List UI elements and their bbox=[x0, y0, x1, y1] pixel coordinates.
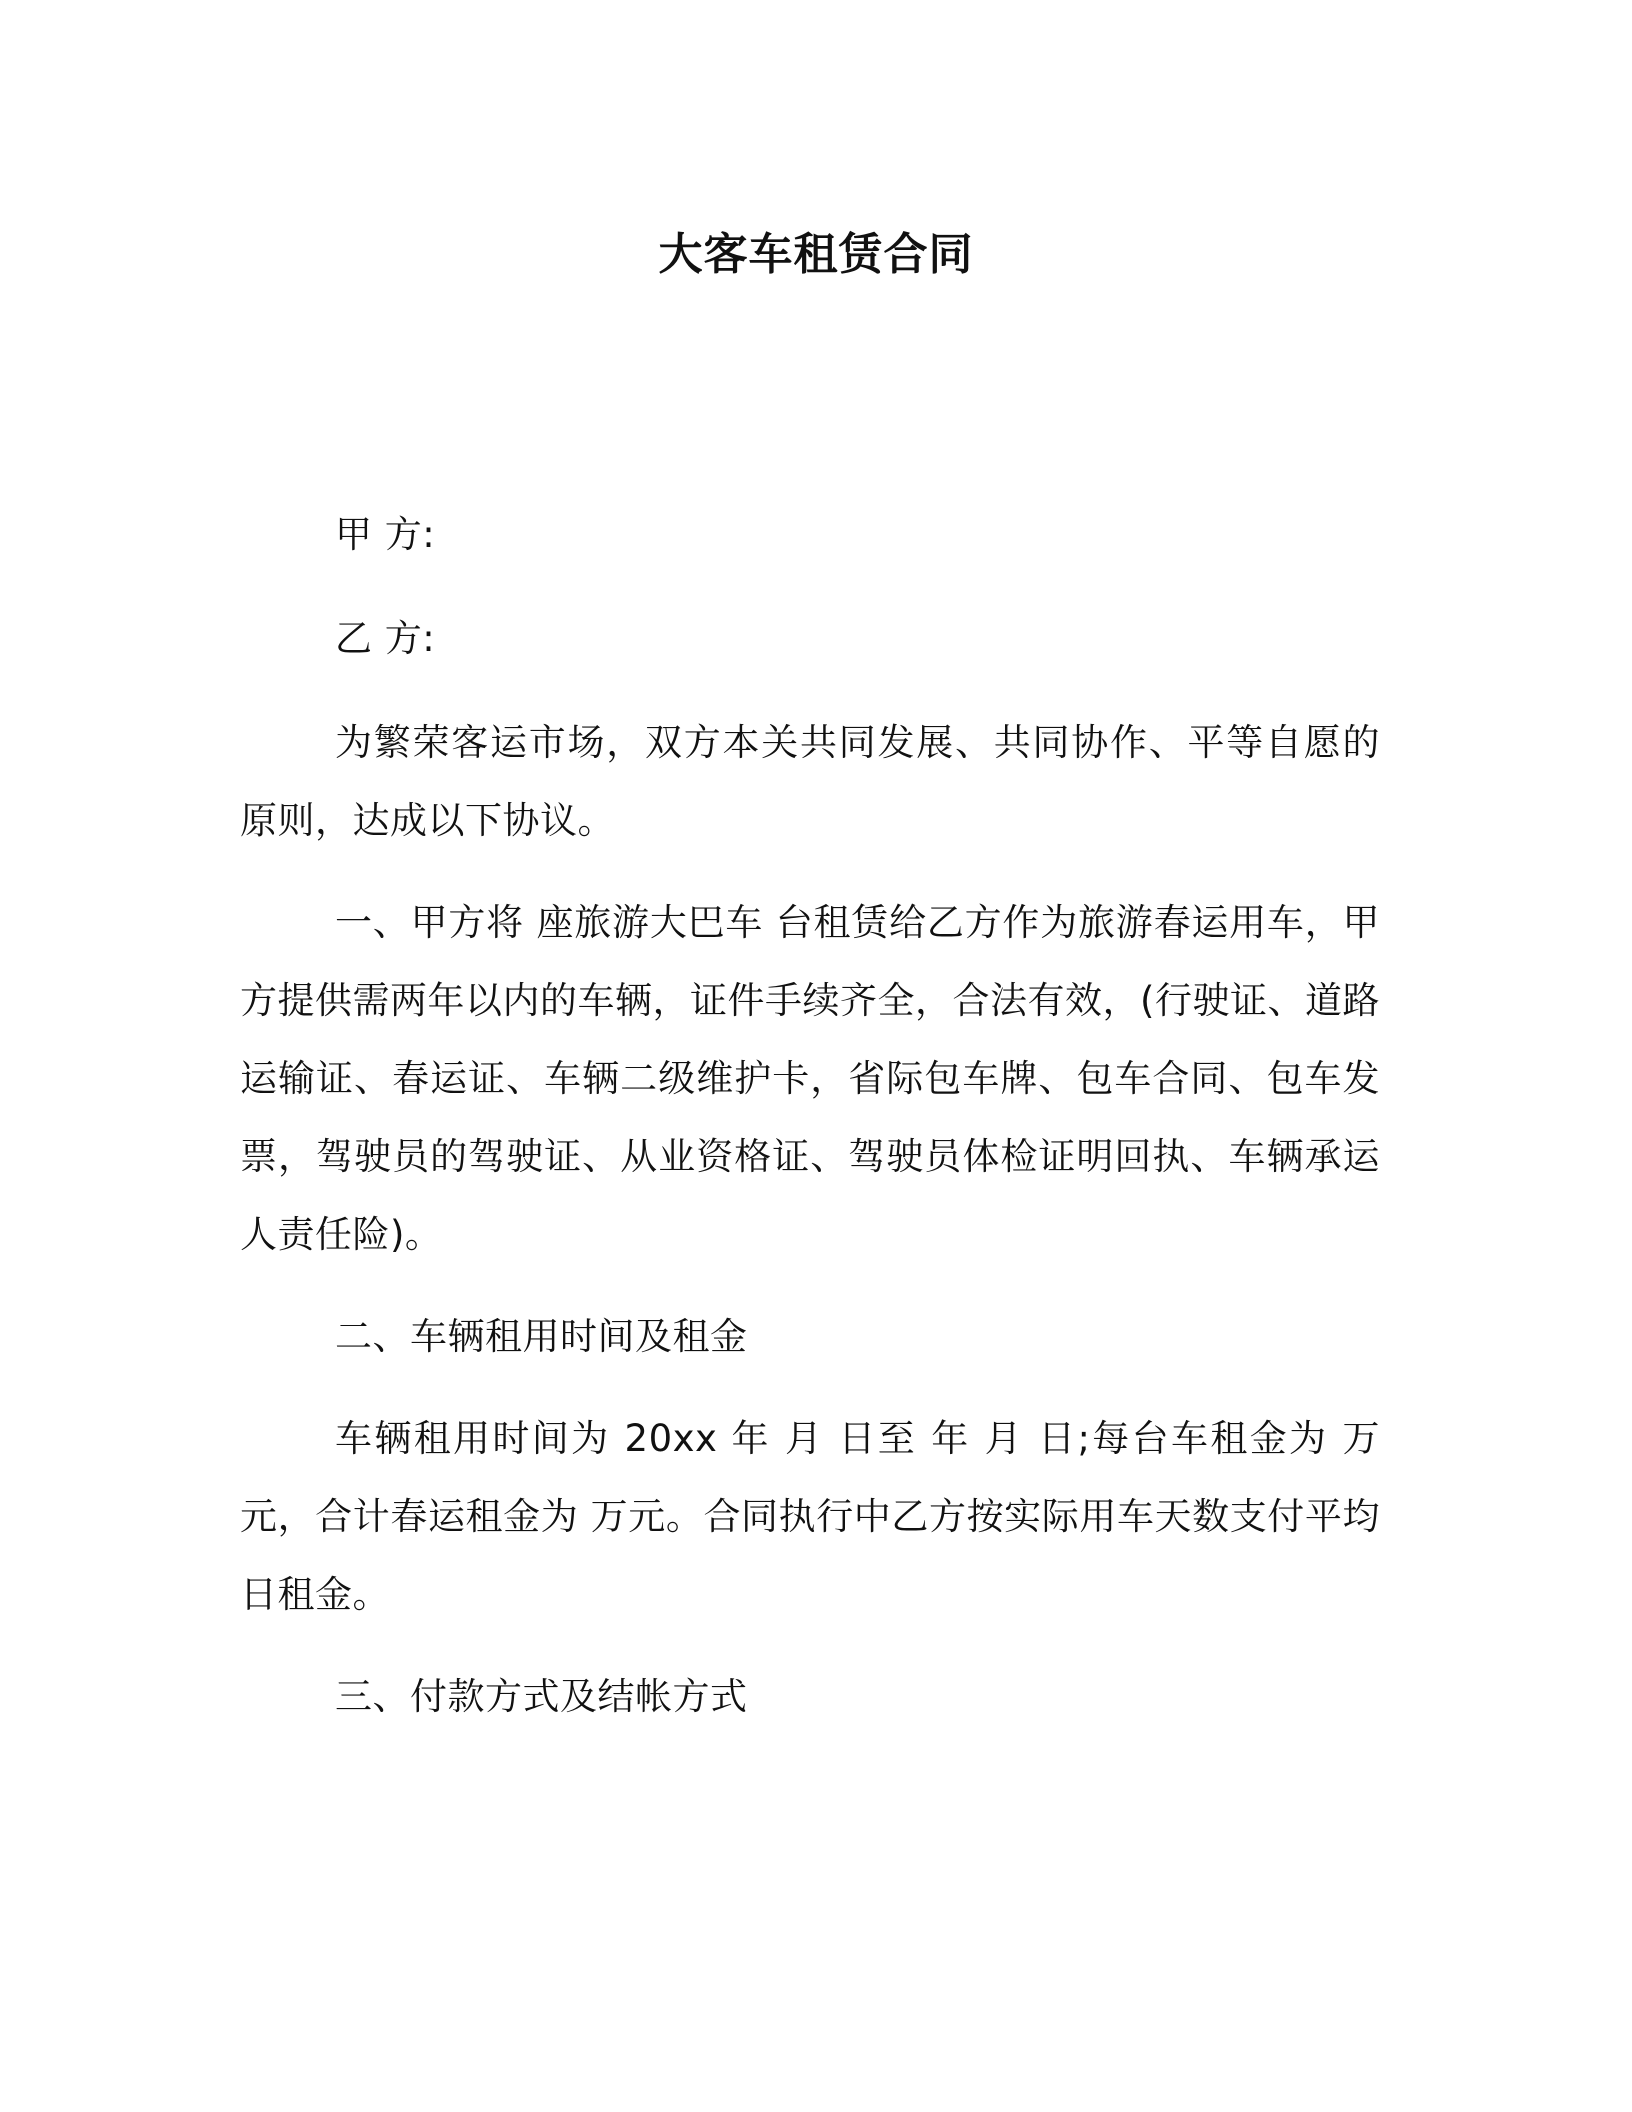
document-title: 大客车租赁合同 bbox=[658, 229, 974, 280]
intro-paragraph: 为繁荣客运市场，双方本关共同发展、共同协作、平等自愿的原则，达成以下协议。 bbox=[240, 721, 1380, 842]
document-body bbox=[240, 496, 1380, 1736]
party-b-line: 乙 方: bbox=[335, 617, 436, 660]
clause-two-paragraph: 车辆租用时间为 20xx 年 月 日至 年 月 日;每台车租金为 万元，合计春运租金为 万元。合同执行中乙方按实际用车天数支付平均日租金。 bbox=[240, 1417, 1380, 1616]
clause-one-paragraph: 一、甲方将 座旅游大巴车 台租赁给乙方作为旅游春运用车，甲方提供需两年以内的车辆，证件手续齐全，合法有效，(行驶证、道路运输证、春运证、车辆二级维护卡，省际包车牌、包车合同、包车发票，驾驶员的驾驶证、从业资格证、驾驶员体检证明回执、车辆承运人责任险)。 bbox=[240, 901, 1380, 1256]
party-a-line: 甲 方: bbox=[335, 513, 436, 556]
section-two-heading: 二、车辆租用时间及租金 bbox=[335, 1315, 748, 1358]
section-three-heading: 三、付款方式及结帐方式 bbox=[335, 1675, 748, 1718]
